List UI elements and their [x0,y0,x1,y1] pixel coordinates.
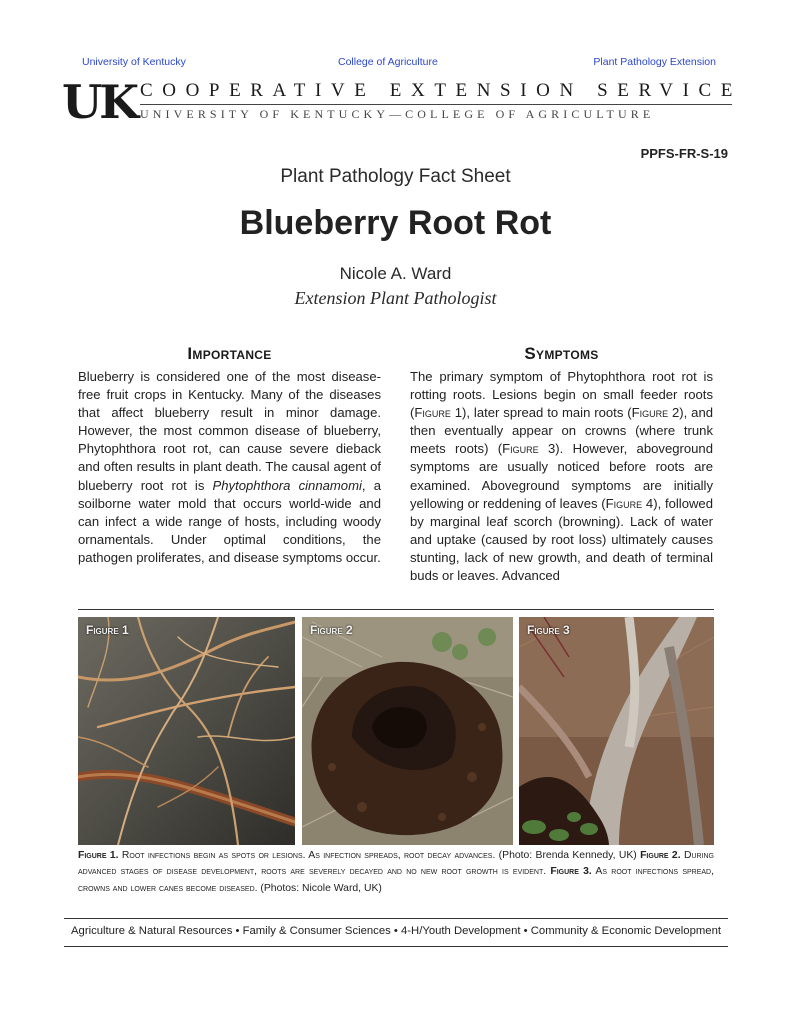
uk-logo: UK [62,75,137,129]
symptoms-text-2: ), later spread to main roots ( [462,405,632,421]
link-college-of-agriculture[interactable]: College of Agriculture [338,56,438,68]
importance-heading: Importance [187,344,272,363]
caption-figure-2-label: Figure 2. [640,850,681,861]
figure-2-label: Figure 2 [310,623,353,637]
figure-3-photo [519,617,714,845]
caption-figure-3-credit: (Photos: Nicole Ward, UK) [257,882,382,894]
link-university-of-kentucky[interactable]: University of Kentucky [82,56,186,68]
symptoms-text-3: ), and then eventually appear on crowns (where trunk meets roots) ( [410,405,714,457]
cooperative-extension-service: COOPERATIVE EXTENSION SERVICE [140,80,742,101]
author-role: Extension Plant Pathologist [294,288,497,308]
crown-canes-illustration [519,617,714,845]
page-title: Blueberry Root Rot [239,204,552,242]
symptoms-section [410,344,713,585]
caption-figure-2-text: During advanced stages of disease development, roots are severely decayed and no new root growth is evident. [78,850,715,878]
figure-1-photo [78,617,295,845]
symptoms-text-5: ), followed by marginal leaf scorch (browning). Lack of water and uptake (caused by root loss) ultimately causes stunting, lack of new growth, and death of terminal buds or leaves. Advanced [410,495,713,584]
masthead-divider [140,104,732,105]
caption-figure-1-label: Figure 1. [78,850,119,861]
footer-programs: Agriculture & Natural Resources • Family & Consumer Sciences • 4-H/Youth Development • Community & Economic Development [71,925,721,937]
caption-figure-1-text: Root infections begin as spots or lesions. As infection spreads, root decay advances. [118,850,496,861]
masthead [62,75,742,129]
species-name: Phytophthora cinnamomi [212,477,362,493]
figure-1-label: Figure 1 [86,623,129,637]
footer-top-rule [64,918,728,919]
link-plant-pathology-extension[interactable]: Plant Pathology Extension [593,56,716,68]
symptoms-text-1: The primary symptom of Phytophthora root rot is rotting roots. Lesions begin on small feeder roots ( [410,369,713,421]
importance-paragraph [78,368,381,567]
figure-3-label: Figure 3 [527,623,570,637]
symptoms-heading: Symptoms [524,344,599,363]
figure-ref-4: Figure 4 [605,495,654,511]
figure-ref-1: Figure 1 [414,405,463,421]
footer-bottom-rule [64,946,728,947]
importance-text-1: Blueberry is considered one of the most disease-free fruit crops in Kentucky. Many of the diseases that affect blueberry result in minor damage. However, the most common disease of blueberry, Phytophthora root rot, can cause severe dieback and often results in plant death. The causal agent of blueberry root rot is [78,369,381,493]
caption-figure-3-label: Figure 3. [550,866,592,878]
symptoms-paragraph [410,368,713,585]
document-code: PPFS-FR-S-19 [640,146,728,161]
figure-ref-2: Figure 2 [631,405,680,421]
figure-caption [78,848,714,897]
importance-text-2: , a soilborne water mold that occurs world-wide and can infect a wide range of hosts, including woody ornamentals. Under optimal conditions, the pathogen proliferates, and disease symptoms occur. [78,477,382,565]
caption-figure-3-text: As root infections spread, crowns and lower canes become diseased. [78,866,715,894]
top-links [82,56,716,70]
author-name: Nicole A. Ward [339,264,452,283]
importance-section [78,344,381,567]
symptoms-text-4: ). However, aboveground symptoms are usually noticed before roots are examined. Aboveground symptoms are initially yellowing or reddening of leaves ( [410,441,713,511]
section-divider [78,609,714,610]
figure-2-photo [302,617,513,845]
root-ball-illustration [302,617,513,845]
root-photo-illustration [78,617,295,845]
university-college-line: UNIVERSITY OF KENTUCKY—COLLEGE OF AGRICULTURE [140,107,655,121]
figure-ref-3: Figure 3 [502,441,556,457]
caption-figure-1-credit: (Photo: Brenda Kennedy, UK) [495,850,641,861]
fact-sheet-label: Plant Pathology Fact Sheet [280,166,511,187]
